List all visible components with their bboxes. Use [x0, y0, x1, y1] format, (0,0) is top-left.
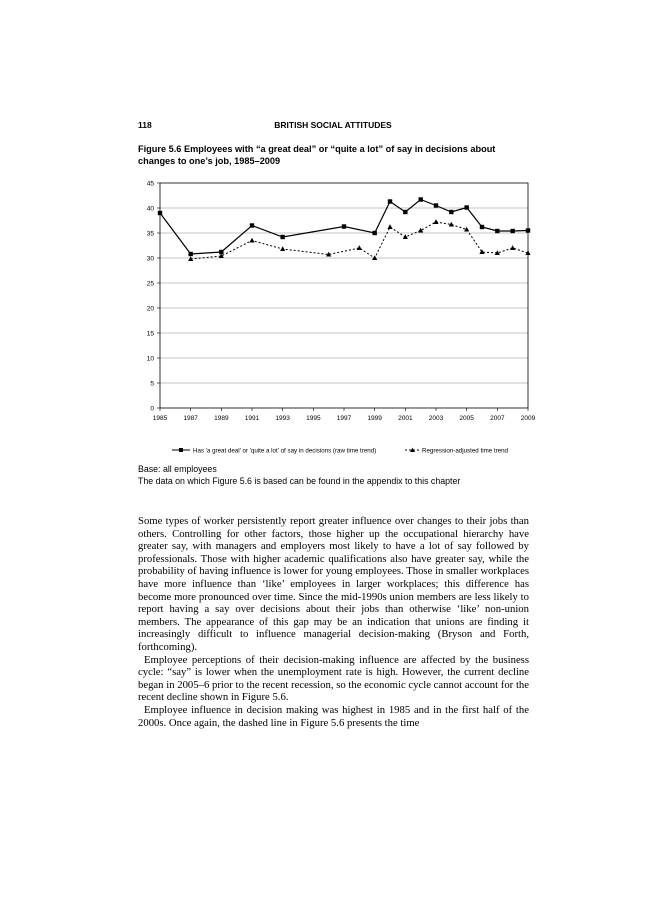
chart-svg [130, 174, 536, 462]
data-point-adjusted-1999 [372, 255, 377, 260]
data-point-raw-1993 [280, 235, 284, 239]
x-tick-label-1989: 1989 [214, 415, 229, 422]
data-point-raw-1987 [188, 252, 192, 256]
page-number: 118 [138, 120, 152, 130]
data-point-raw-2006 [480, 225, 484, 229]
y-tick-label-15: 15 [146, 330, 154, 338]
data-point-raw-1997 [342, 224, 346, 228]
legend-swatch-raw-marker [179, 448, 183, 452]
line-chart [130, 174, 536, 462]
data-point-raw-2005 [464, 205, 468, 209]
x-tick-label-1997: 1997 [336, 415, 352, 422]
chart-legend [172, 447, 509, 454]
legend-label-adjusted-trend: Regression-adjusted time trend [422, 447, 508, 455]
running-head: BRITISH SOCIAL ATTITUDES [274, 120, 392, 130]
y-tick-label-10: 10 [146, 355, 154, 363]
plot-area-frame [160, 183, 528, 408]
data-point-raw-1999 [372, 231, 376, 235]
y-tick-label-0: 0 [150, 405, 154, 413]
y-tick-label-35: 35 [146, 230, 154, 238]
data-point-adjusted-1991 [249, 238, 254, 243]
data-point-adjusted-2002 [418, 228, 423, 233]
x-tick-label-1999: 1999 [367, 415, 382, 422]
data-point-raw-1991 [250, 223, 254, 227]
figure-title: Figure 5.6 Employees with “a great deal” or “quite a lot” of say in decisions about changes to one’s job, 1985–2009 [138, 144, 496, 166]
data-point-raw-2009 [526, 228, 530, 232]
y-tick-label-5: 5 [150, 380, 154, 388]
page-header [138, 120, 528, 132]
y-tick-label-40: 40 [146, 205, 154, 213]
data-point-raw-2002 [418, 197, 422, 201]
data-point-raw-2003 [434, 203, 438, 207]
figure-data-note: The data on which Figure 5.6 is based can be found in the appendix to this chapter [138, 476, 461, 486]
y-tick-label-45: 45 [146, 180, 154, 188]
data-point-raw-2000 [388, 199, 392, 203]
axis-ticks [147, 180, 536, 422]
data-point-raw-2001 [403, 210, 407, 214]
data-point-raw-2007 [495, 229, 499, 233]
x-tick-label-1993: 1993 [275, 415, 290, 422]
x-tick-label-2007: 2007 [490, 415, 505, 422]
body-paragraph-3: Employee influence in decision making was highest in 1985 and in the first half of the 2000s. Once again, the dashed line in Figure 5.6 presents the time [138, 703, 529, 729]
x-tick-label-1985: 1985 [152, 415, 168, 422]
data-point-raw-2004 [449, 210, 453, 214]
x-tick-label-1995: 1995 [306, 415, 321, 422]
figure-base-note: Base: all employees [138, 464, 217, 474]
y-tick-label-20: 20 [146, 305, 154, 313]
data-point-adjusted-2000 [387, 224, 392, 229]
x-tick-label-2003: 2003 [428, 415, 444, 422]
y-tick-label-25: 25 [146, 280, 154, 288]
figure-notes [138, 463, 538, 487]
x-tick-label-1991: 1991 [244, 415, 260, 422]
data-point-adjusted-2003 [433, 219, 438, 224]
body-text [138, 515, 529, 729]
y-tick-label-30: 30 [146, 255, 154, 263]
x-tick-label-2005: 2005 [459, 415, 474, 422]
data-point-raw-2008 [510, 229, 514, 233]
data-point-adjusted-2008 [510, 245, 515, 250]
data-point-adjusted-1998 [357, 245, 362, 250]
body-paragraph-1: Some types of worker persistently report greater influence over changes to their jobs than others. Controlling for other factors, those higher up the occupational hierarchy have greater say, with managers and employers most likely to have a lot of say followed by professionals. Those with higher academic qualifications also have greater say, while the probability of having influence is lower for young employees. Those in smaller workplaces have more influence than ‘like’ employees in larger workplaces; this difference has become more pronounced over time. Since the mid-1990s union members are less likely to report having a say over decisions about their jobs than otherwise ‘like’ non-union members. The appearance of this gap may be an indication that unions are finding it increasingly difficult to influence managerial decision-making (Bryson and Forth, forthcoming). [138, 515, 529, 653]
series-line-adjusted-trend [191, 222, 528, 259]
x-tick-label-2009: 2009 [520, 415, 536, 422]
data-point-raw-1985 [158, 211, 162, 215]
data-point-adjusted-1993 [280, 246, 285, 251]
series-layer [158, 197, 531, 261]
x-tick-label-2001: 2001 [398, 415, 413, 422]
body-paragraph-2: Employee perceptions of their decision-making influence are affected by the business cycle: “say” is lower when the unemployment rate is high. However, the current decline began in 2005–6 prior to the recent recession, so the economic cycle cannot account for the recent decline shown in Figure 5.6. [138, 653, 529, 704]
data-point-adjusted-2001 [403, 234, 408, 239]
grid-lines [160, 208, 528, 383]
legend-label-raw-trend: Has 'a great deal' or 'quite a lot' of say in decisions (raw time trend) [193, 447, 377, 455]
x-tick-label-1987: 1987 [183, 415, 198, 422]
